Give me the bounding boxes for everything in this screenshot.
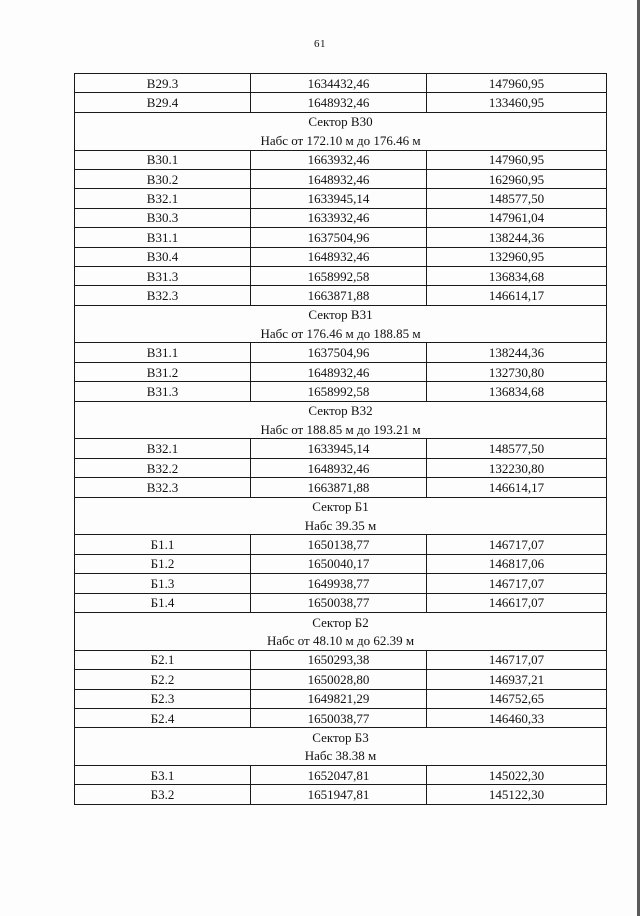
sector-header-row bbox=[75, 728, 607, 747]
table-row bbox=[75, 228, 607, 247]
table-row bbox=[75, 535, 607, 554]
x-coordinate-cell: 1650038,77 bbox=[251, 593, 427, 612]
sector-title: Сектор Б1 bbox=[75, 497, 607, 516]
table-row bbox=[75, 189, 607, 208]
y-coordinate-cell: 132730,80 bbox=[427, 362, 607, 381]
point-id-cell: Б1.2 bbox=[75, 554, 251, 573]
sector-height-row bbox=[75, 631, 607, 650]
point-id-cell: В31.2 bbox=[75, 362, 251, 381]
table-row bbox=[75, 670, 607, 689]
x-coordinate-cell: 1652047,81 bbox=[251, 766, 427, 785]
table-row bbox=[75, 93, 607, 112]
x-coordinate-cell: 1648932,46 bbox=[251, 247, 427, 266]
y-coordinate-cell: 147960,95 bbox=[427, 74, 607, 93]
x-coordinate-cell: 1648932,46 bbox=[251, 93, 427, 112]
x-coordinate-cell: 1650038,77 bbox=[251, 708, 427, 727]
point-id-cell: В32.2 bbox=[75, 458, 251, 477]
point-id-cell: В31.1 bbox=[75, 228, 251, 247]
table-row bbox=[75, 286, 607, 305]
x-coordinate-cell: 1649821,29 bbox=[251, 689, 427, 708]
point-id-cell: В32.3 bbox=[75, 478, 251, 497]
point-id-cell: В31.1 bbox=[75, 343, 251, 362]
point-id-cell: Б2.3 bbox=[75, 689, 251, 708]
y-coordinate-cell: 147960,95 bbox=[427, 150, 607, 169]
y-coordinate-cell: 132960,95 bbox=[427, 247, 607, 266]
point-id-cell: В30.4 bbox=[75, 247, 251, 266]
y-coordinate-cell: 147961,04 bbox=[427, 208, 607, 227]
sector-header-row bbox=[75, 112, 607, 131]
point-id-cell: Б2.4 bbox=[75, 708, 251, 727]
y-coordinate-cell: 138244,36 bbox=[427, 228, 607, 247]
table-row bbox=[75, 574, 607, 593]
point-id-cell: Б1.1 bbox=[75, 535, 251, 554]
table-row bbox=[75, 247, 607, 266]
sector-title: Сектор В32 bbox=[75, 401, 607, 420]
point-id-cell: В32.3 bbox=[75, 286, 251, 305]
point-id-cell: Б1.4 bbox=[75, 593, 251, 612]
sector-height-range: Набс от 176.46 м до 188.85 м bbox=[75, 324, 607, 343]
point-id-cell: Б3.1 bbox=[75, 766, 251, 785]
table-row bbox=[75, 785, 607, 804]
point-id-cell: В29.4 bbox=[75, 93, 251, 112]
table-row bbox=[75, 650, 607, 669]
table-row bbox=[75, 208, 607, 227]
y-coordinate-cell: 146617,07 bbox=[427, 593, 607, 612]
table-row bbox=[75, 169, 607, 188]
y-coordinate-cell: 148577,50 bbox=[427, 439, 607, 458]
y-coordinate-cell: 146717,07 bbox=[427, 535, 607, 554]
y-coordinate-cell: 146937,21 bbox=[427, 670, 607, 689]
point-id-cell: В30.2 bbox=[75, 169, 251, 188]
x-coordinate-cell: 1648932,46 bbox=[251, 362, 427, 381]
coordinates-table-body bbox=[75, 74, 607, 805]
table-row bbox=[75, 766, 607, 785]
x-coordinate-cell: 1649938,77 bbox=[251, 574, 427, 593]
point-id-cell: Б3.2 bbox=[75, 785, 251, 804]
point-id-cell: В30.3 bbox=[75, 208, 251, 227]
table-row bbox=[75, 382, 607, 401]
x-coordinate-cell: 1650028,80 bbox=[251, 670, 427, 689]
x-coordinate-cell: 1651947,81 bbox=[251, 785, 427, 804]
sector-header-row bbox=[75, 612, 607, 631]
y-coordinate-cell: 146614,17 bbox=[427, 286, 607, 305]
table-row bbox=[75, 478, 607, 497]
sector-height-range: Набс от 172.10 м до 176.46 м bbox=[75, 131, 607, 150]
table-row bbox=[75, 343, 607, 362]
point-id-cell: В32.1 bbox=[75, 439, 251, 458]
table-row bbox=[75, 439, 607, 458]
x-coordinate-cell: 1648932,46 bbox=[251, 169, 427, 188]
table-row bbox=[75, 74, 607, 93]
x-coordinate-cell: 1663871,88 bbox=[251, 478, 427, 497]
x-coordinate-cell: 1637504,96 bbox=[251, 343, 427, 362]
point-id-cell: Б2.1 bbox=[75, 650, 251, 669]
table-row bbox=[75, 150, 607, 169]
sector-height-range: Набс 39.35 м bbox=[75, 516, 607, 535]
sector-title: Сектор В31 bbox=[75, 305, 607, 324]
sector-header-row bbox=[75, 305, 607, 324]
x-coordinate-cell: 1658992,58 bbox=[251, 266, 427, 285]
y-coordinate-cell: 146460,33 bbox=[427, 708, 607, 727]
x-coordinate-cell: 1633945,14 bbox=[251, 439, 427, 458]
sector-height-range: Набс от 188.85 м до 193.21 м bbox=[75, 420, 607, 439]
y-coordinate-cell: 145122,30 bbox=[427, 785, 607, 804]
table-row bbox=[75, 593, 607, 612]
x-coordinate-cell: 1650138,77 bbox=[251, 535, 427, 554]
y-coordinate-cell: 148577,50 bbox=[427, 189, 607, 208]
y-coordinate-cell: 162960,95 bbox=[427, 169, 607, 188]
y-coordinate-cell: 146752,65 bbox=[427, 689, 607, 708]
x-coordinate-cell: 1650040,17 bbox=[251, 554, 427, 573]
point-id-cell: В30.1 bbox=[75, 150, 251, 169]
sector-height-row bbox=[75, 747, 607, 766]
table-row bbox=[75, 554, 607, 573]
y-coordinate-cell: 146717,07 bbox=[427, 650, 607, 669]
sector-height-range: Набс от 48.10 м до 62.39 м bbox=[75, 631, 607, 650]
x-coordinate-cell: 1658992,58 bbox=[251, 382, 427, 401]
sector-header-row bbox=[75, 401, 607, 420]
table-row bbox=[75, 689, 607, 708]
y-coordinate-cell: 146717,07 bbox=[427, 574, 607, 593]
point-id-cell: В32.1 bbox=[75, 189, 251, 208]
x-coordinate-cell: 1650293,38 bbox=[251, 650, 427, 669]
sector-height-range: Набс 38.38 м bbox=[75, 747, 607, 766]
point-id-cell: В31.3 bbox=[75, 266, 251, 285]
x-coordinate-cell: 1648932,46 bbox=[251, 458, 427, 477]
y-coordinate-cell: 145022,30 bbox=[427, 766, 607, 785]
table-row bbox=[75, 458, 607, 477]
sector-height-row bbox=[75, 516, 607, 535]
x-coordinate-cell: 1637504,96 bbox=[251, 228, 427, 247]
sector-height-row bbox=[75, 420, 607, 439]
sector-header-row bbox=[75, 497, 607, 516]
y-coordinate-cell: 132230,80 bbox=[427, 458, 607, 477]
sector-height-row bbox=[75, 324, 607, 343]
x-coordinate-cell: 1633945,14 bbox=[251, 189, 427, 208]
y-coordinate-cell: 133460,95 bbox=[427, 93, 607, 112]
sector-title: Сектор Б3 bbox=[75, 728, 607, 747]
y-coordinate-cell: 146614,17 bbox=[427, 478, 607, 497]
y-coordinate-cell: 136834,68 bbox=[427, 266, 607, 285]
sector-height-row bbox=[75, 131, 607, 150]
point-id-cell: Б1.3 bbox=[75, 574, 251, 593]
y-coordinate-cell: 138244,36 bbox=[427, 343, 607, 362]
sector-title: Сектор В30 bbox=[75, 112, 607, 131]
x-coordinate-cell: 1633932,46 bbox=[251, 208, 427, 227]
point-id-cell: Б2.2 bbox=[75, 670, 251, 689]
coordinates-table bbox=[74, 73, 607, 805]
y-coordinate-cell: 146817,06 bbox=[427, 554, 607, 573]
table-row bbox=[75, 266, 607, 285]
y-coordinate-cell: 136834,68 bbox=[427, 382, 607, 401]
point-id-cell: В29.3 bbox=[75, 74, 251, 93]
page-number: 61 bbox=[314, 38, 326, 50]
sector-title: Сектор Б2 bbox=[75, 612, 607, 631]
table-row bbox=[75, 708, 607, 727]
x-coordinate-cell: 1663932,46 bbox=[251, 150, 427, 169]
point-id-cell: В31.3 bbox=[75, 382, 251, 401]
x-coordinate-cell: 1663871,88 bbox=[251, 286, 427, 305]
x-coordinate-cell: 1634432,46 bbox=[251, 74, 427, 93]
table-row bbox=[75, 362, 607, 381]
